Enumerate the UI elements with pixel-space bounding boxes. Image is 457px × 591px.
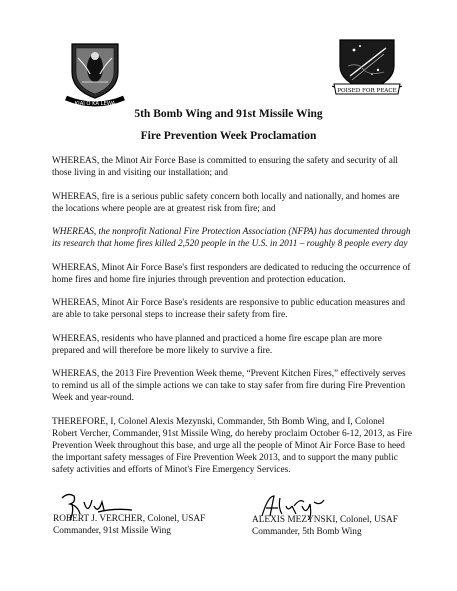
- signer-title-mezynski: Commander, 5th Bomb Wing: [252, 527, 362, 537]
- paragraph-8: THEREFORE, I, Colonel Alexis Mezynski, Commander, 5th Bomb Wing, and I, Colonel Robert Vercher, Commander, 91st Missile Wing, do hereby proclaim October 6-12, 2013, as Fire Prevention Week throughout this base, and urge all the people of Minot Air Force Base to heed the important safety messages of Fire Prevention Week 2013, and to support the many public safety activities and efforts of Minot's Fire Emergency Services.: [52, 416, 413, 475]
- paragraph-3: WHEREAS, the nonprofit National Fire Protection Association (NFPA) has documented through its research that home fires killed 2,520 people in the U.S. in 2011 – roughly 8 people every day: [52, 227, 411, 249]
- paragraph-4: WHEREAS, Minot Air Force Base's first responders are dedicated to reducing the occurrence of home fires and home fire injuries through prevention and protection education.: [52, 262, 411, 285]
- proclamation-body: [52, 155, 412, 487]
- paragraph-1: WHEREAS, the Minot Air Force Base is committed to ensuring the safety and security of all those living in and visiting our installation; and: [52, 156, 398, 178]
- left-emblem-motto: KIAI O KA LEWA: [74, 101, 116, 107]
- paragraph-2: WHEREAS, fire is a serious public safety concern both locally and nationally, and homes are the locations where people are at greatest risk from fire; and: [52, 191, 400, 214]
- signer-name-mezynski: ALEXIS MEZYNSKI, Colonel, USAF: [252, 515, 398, 525]
- 91st-missile-wing-emblem-icon: [328, 36, 406, 100]
- paragraph-5: WHEREAS, Minot Air Force Base's residents are responsive to public education measures and are able to take personal steps to increase their safety from fire.: [52, 298, 406, 320]
- page-title: 5th Bomb Wing and 91st Missile Wing: [134, 108, 323, 120]
- signer-title-vercher: Commander, 91st Missile Wing: [53, 526, 171, 536]
- paragraph-7: WHEREAS, the 2013 Fire Prevention Week theme, “Prevent Kitchen Fires,” effectively serves to remind us all of the simple actions we can take to stay safer from fire during Fire Prevention Week and year-round.: [52, 369, 406, 403]
- signature-block-vercher: [53, 493, 243, 536]
- signer-name-vercher: ROBERT J. VERCHER, Colonel, USAF: [53, 514, 206, 524]
- page-subtitle: Fire Prevention Week Proclamation: [140, 130, 317, 142]
- signature-block-mezynski: [252, 494, 432, 537]
- paragraph-6: WHEREAS, residents who have planned and practiced a home fire escape plan are more prepared and will therefore be more likely to survive a fire.: [52, 333, 382, 356]
- 5th-bomb-wing-emblem-icon: [60, 38, 130, 108]
- right-emblem-motto: POISED FOR PEACE: [337, 88, 397, 94]
